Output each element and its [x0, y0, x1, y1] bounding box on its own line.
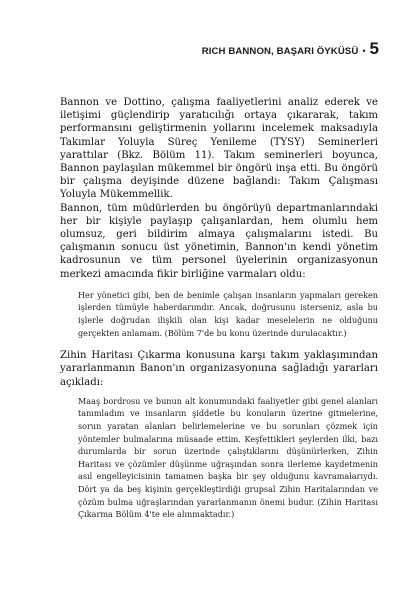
- page-number: 5: [369, 39, 379, 58]
- page-body: [60, 96, 378, 531]
- running-title: RICH BANNON, BAŞARI ÖYKÜSÜ: [201, 46, 359, 57]
- block-quote-2: Maaş bordrosu ve bunun alt konumundaki faaliyetler gibi genel alanları tanımladım ve insanların şiddetle bu konuların üzerine gitmelerine, sorun yaratan alanları belirlemelerine ve bu sorunları çözmek için yöntemler bulmalarına müsaade ettim. Keşfettikleri şeylerden ilki, bazı durumlarda bir sorun üzerinde çalıştıklarını düşünürlerken, Zihin Haritası ve çözümler düşünme uğraşından sonra ilerleme kaydetmenin asıl engelleyicisinin tamamen başka bir şey olduğunu kavramalarıydı. Dört ya da beş kişinin gerçekleştirdiği grupsal Zihin Haritalarından ve çözüm bulma uğraşlarından yararlanmanın önemi budur. (Zihin Haritası Çıkarma Bölüm 4'te ele alınmaktadır.): [78, 395, 378, 520]
- running-header: [202, 40, 379, 57]
- header-bullet: •: [362, 46, 366, 56]
- paragraph-2: Bannon, tüm müdürlerden bu öngörüyü departmanlarındaki her bir kişiyle paylaşıp çalışanlardan, hem olumlu hem olumsuz, geri bildirim almaya çalışmalarını istedi. Bu çalışmanın sonucu üst yönetimin, Bannon'ın kendi yönetim kadrosunun ve tüm personel üyelerinin organizasyonun merkezi amacında fikir birliğine varmaları oldu:: [60, 202, 378, 280]
- paragraph-1: Bannon ve Dottino, çalışma faaliyetlerini analiz ederek ve iletişimi güçlendirip yaratıcılığı ortaya çıkararak, takım performansını geliştirmenin yollarını incelemek maksadıyla Takımlar Yoluyla Süreç Yenileme (TYSY) Seminerleri yarattılar (Bkz. Bölüm 11). Takım seminerleri boyunca, Bannon paylaşılan mükemmel bir öngörü inşa etti. Bu öngörü bir çalışma deyişinde düzene bağlandı: Takım Çalışması Yoluyla Mükemmellik.: [60, 97, 378, 201]
- paragraph-3: Zihin Haritası Çıkarma konusuna karşı takım yaklaşımından yararlanmanın Banon'ın organizasyonuna sağladığı yararları açıkladı:: [60, 350, 378, 388]
- block-quote-1: Her yönetici gibi, ben de benimle çalışan insanların yapmaları gereken işlerden tümüyle haberdarımdır. Ancak, doğrusunu isterseniz, asla bu işlerle doğrudan ilişkili olan kişi kadar meselelerin ne olduğunu gerçekten anlamam. (Bölüm 7'de bu konu üzerinde durulacaktır.): [78, 289, 378, 338]
